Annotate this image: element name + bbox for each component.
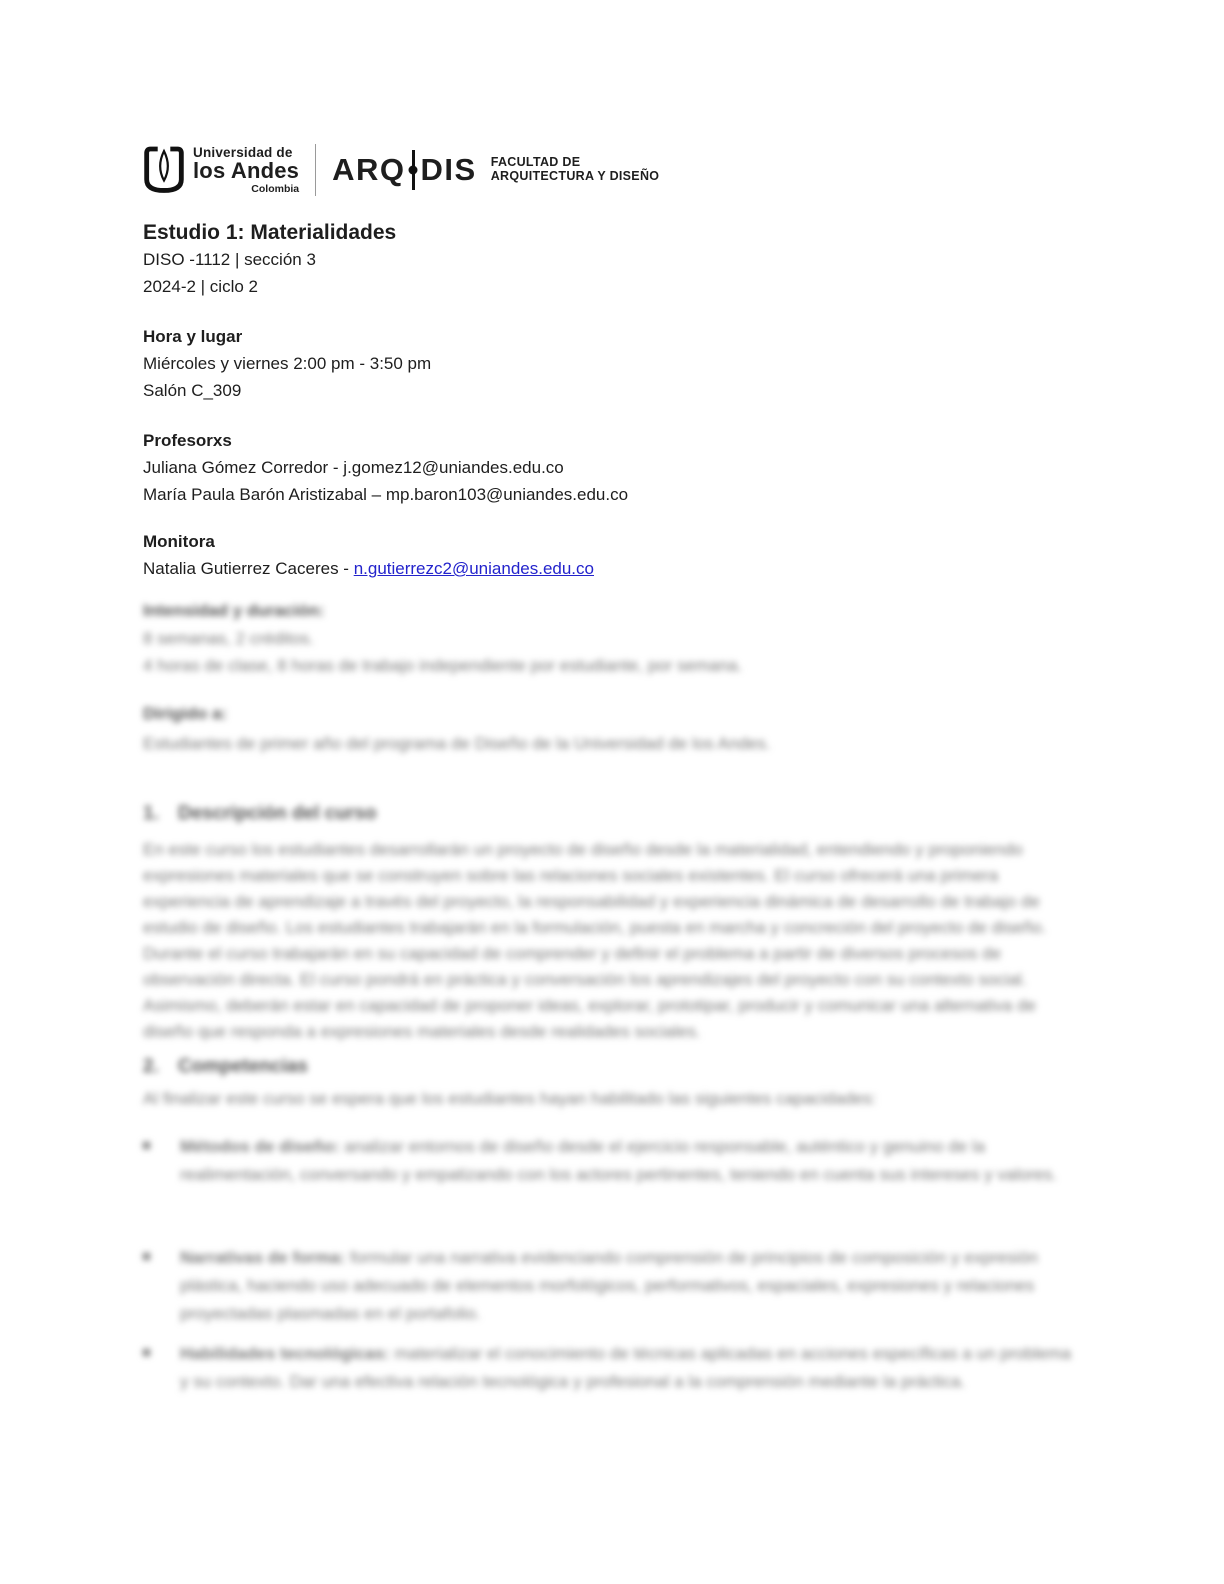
course-term: 2024-2 | ciclo 2 <box>143 277 258 296</box>
faculty-line2: ARQUITECTURA Y DISEÑO <box>490 169 660 183</box>
bullet-lead: Métodos de diseño: <box>180 1137 340 1156</box>
bullet-lead: Habilidades tecnológicas: <box>180 1344 390 1363</box>
arqdis-logo <box>332 150 477 190</box>
bullet-icon <box>143 1340 180 1396</box>
monitor-heading: Monitora <box>143 532 215 551</box>
monitor-email-link[interactable]: n.gutierrezc2@uniandes.edu.co <box>353 559 594 578</box>
university-country: Colombia <box>251 183 300 195</box>
intensity-line-blurred: 8 semanas, 2 créditos. <box>143 629 315 648</box>
professor-row: Juliana Gómez Corredor - j.gomez12@uniandes.edu.co <box>143 458 564 477</box>
monitor-name: Natalia Gutierrez Caceres - <box>143 559 354 578</box>
professor-row: María Paula Barón Aristizabal – mp.baron103@uniandes.edu.co <box>143 485 629 504</box>
section1-paragraph-blurred: En este curso los estudiantes desarrollarán un proyecto de diseño desde la materialidad, entendiendo y proponiendo expresiones materiales que se construyen sobre las relaciones sociales existentes. El curso ofrecerá una primera experiencia de aprendizaje a través del proyecto, la responsabilidad y experiencia dinámica de desarrollo de trabajo de estudio de diseño. Los estudiantes trabajarán en la formulación, puesta en marcha y concreción del proyecto de diseño. Durante el curso trabajarán en su capacidad de comprender y definir el problema a partir de diversos procesos de observación directa. El curso pondrá en práctica y conversación los aprendizajes del proyecto con su contexto social. Asimismo, deberán estar en capacidad de proponer ideas, explorar, prototipar, producir y comunicar una alternativa de diseño que responda a expresiones materiales desde realidades sociales. <box>143 840 1047 1041</box>
bullet-icon <box>143 1244 180 1328</box>
section2-intro-blurred: Al finalizar este curso se espera que los estudiantes hayan habilitado las siguientes capacidades: <box>143 1089 877 1108</box>
section2-number: 2. <box>143 1056 159 1077</box>
bullet-text: formular una narrativa evidenciando comprensión de principios de composición y expresión plástica, haciendo uso adecuado de elementos morfológicos, performativos, espaciales, expresiones y relaciones proyectadas plasmadas en el portafolio. <box>180 1248 1038 1323</box>
competency-bullet-blurred <box>143 1244 1073 1328</box>
faculty-name <box>491 156 660 184</box>
intensity-heading-blurred: Intensidad y duración: <box>143 601 325 620</box>
section1-title: Descripción del curso <box>178 803 377 824</box>
arqdis-separator-icon <box>412 150 415 190</box>
bullet-icon <box>143 1133 180 1189</box>
arqdis-arq-text: ARQ <box>332 152 406 187</box>
header-logo-row <box>143 144 659 196</box>
competency-bullet-blurred <box>143 1133 1073 1189</box>
audience-line-blurred: Estudiantes de primer año del programa de Diseño de la Universidad de los Andes. <box>143 734 771 753</box>
section1-heading-blurred <box>143 803 377 825</box>
competency-bullet-blurred <box>143 1340 1073 1396</box>
monitor-row <box>143 559 594 579</box>
logo-divider <box>315 144 316 196</box>
university-name-line2: los Andes <box>193 158 300 183</box>
professors-heading: Profesorxs <box>143 431 232 450</box>
course-code: DISO -1112 | sección 3 <box>143 250 316 269</box>
schedule-heading: Hora y lugar <box>143 327 243 346</box>
uniandes-wordmark <box>193 146 299 195</box>
faculty-line1: FACULTAD DE <box>490 155 581 170</box>
section1-number: 1. <box>143 803 159 824</box>
university-name-line1: Universidad de <box>193 144 293 160</box>
bullet-text: materializar el conocimiento de técnicas aplicadas en acciones específicas a un problema y su contexto. Dar una efectiva relación tecnológica y profesional a la comprensión mediante la práctica. <box>180 1344 1072 1391</box>
audience-heading-blurred: Dirigido a: <box>143 704 228 723</box>
uniandes-shield-icon <box>143 145 185 195</box>
schedule-room: Salón C_309 <box>143 381 242 400</box>
arqdis-dis-text: DIS <box>420 152 477 187</box>
course-title: Estudio 1: Materialidades <box>143 221 397 244</box>
section2-heading-blurred <box>143 1056 308 1078</box>
bullet-lead: Narrativas de forma: <box>180 1248 346 1267</box>
intensity-line-blurred: 4 horas de clase, 8 horas de trabajo independiente por estudiante, por semana. <box>143 656 743 675</box>
section2-title: Competencias <box>178 1056 308 1077</box>
bullet-text: analizar entornos de diseño desde el ejercicio responsable, auténtico y genuino de la realimentación, conversando y empatizando con los actores pertinentes, teniendo en cuenta sus intereses y valores. <box>180 1137 1057 1184</box>
schedule-time: Miércoles y viernes 2:00 pm - 3:50 pm <box>143 354 432 373</box>
